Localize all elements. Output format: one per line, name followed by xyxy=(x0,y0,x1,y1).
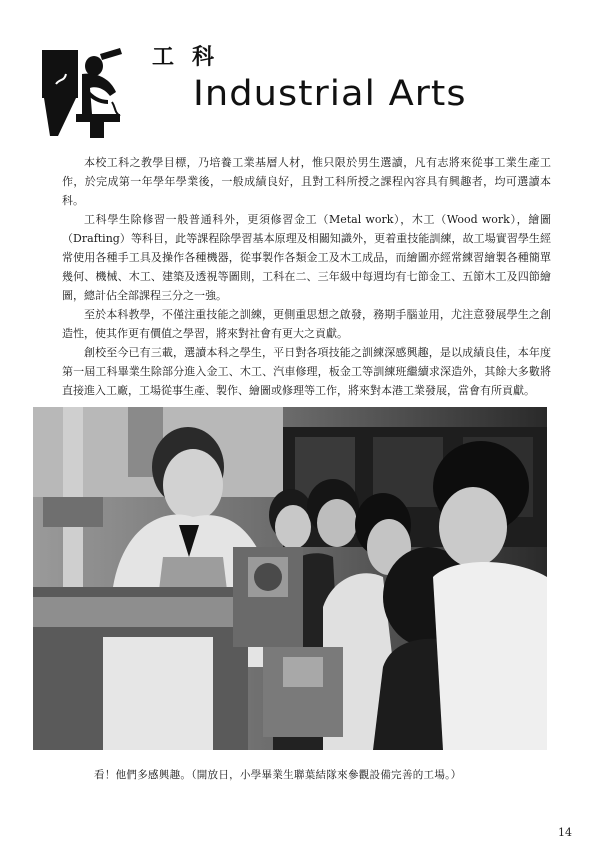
paragraph-graduates: 創校至今已有三載，選讀本科之學生，平日對各項技能之訓練深感興趣，是以成績良佳，本年度第一屆工科畢業生除部分進入金工、木工、汽車修理，板金工等訓練班繼續求深造外，其餘大多數將直接進入工廠，工場從事生產、製作、繪圖或修理等工作，將來對本港工業發展，當會有所貢獻。 xyxy=(62,346,551,397)
page-title-english: Industrial Arts xyxy=(193,74,467,114)
paragraph-teaching: 至於本科教學，不僅注重技能之訓練，更側重思想之啟發，務期手腦並用，尤注意發展學生之創造性，使其作更有價值之學習，將來對社會有更大之貢獻。 xyxy=(62,308,551,340)
industrial-arts-logo xyxy=(36,44,132,140)
paragraph-objective: 本校工科之教學目標，乃培養工業基層人材，惟只限於男生選讀，凡有志將來從事工業生產工作，於完成第一年學年學業後，一般成績良好，且對工科所授之課程內容具有興趣者，均可選讀本科。 xyxy=(62,156,551,207)
photo-caption: 看！他們多感興趣。（開放日，小學畢業生聯葉結隊來參觀設備完善的工場。） xyxy=(94,769,462,781)
workshop-photo xyxy=(33,407,547,750)
article-body xyxy=(62,153,551,400)
page-number: 14 xyxy=(558,826,572,839)
paragraph-curriculum: 工科學生除修習一般普通科外，更須修習金工（Metal work），木工（Wood work），繪圖（Drafting）等科目，此等課程除學習基本原理及相關知識外，更着重技能訓練，故工場實習學生經常使用各種手工具及操作各種機器，從事製作各類金工及木工成品，而繪圖亦經常練習繪製各種簡單幾何、機械、木工、建築及透視等圖則，工科在二、三年級中每週均有七節金工、五節木工及四節繪圖，總計佔全部課程三分之一強。 xyxy=(62,213,551,302)
page-title-chinese: 工科 xyxy=(152,45,233,70)
